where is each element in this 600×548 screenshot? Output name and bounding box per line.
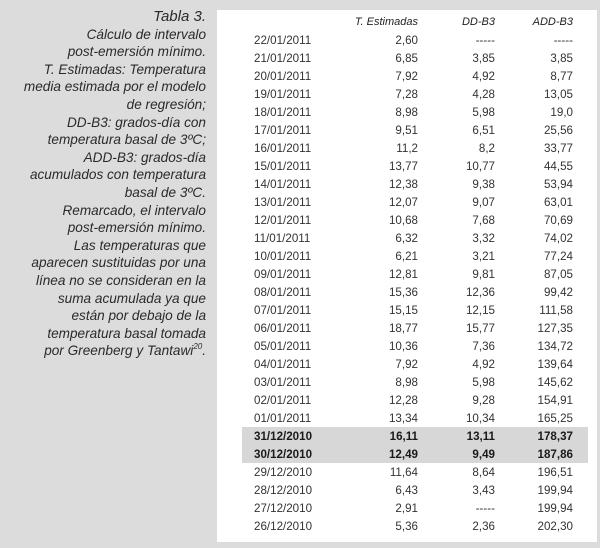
cell-add-b3: 3,85 [550, 51, 573, 65]
cell-t-estimadas: 12,07 [388, 195, 418, 209]
table-body [242, 31, 588, 535]
cell-date: 10/01/2011 [254, 249, 312, 263]
caption-line: temperatura basal tomada [47, 325, 206, 341]
cell-t-estimadas: 12,81 [388, 267, 418, 281]
table-row [242, 463, 588, 481]
table-row [242, 175, 588, 193]
caption-line: Las temperaturas que [73, 237, 206, 253]
cell-dd-b3: ----- [475, 501, 495, 515]
table-row [242, 121, 588, 139]
cell-t-estimadas: 8,98 [395, 105, 418, 119]
cell-dd-b3: 9,81 [472, 267, 495, 281]
cell-add-b3: 145,62 [537, 375, 573, 389]
cell-t-estimadas: 6,32 [395, 231, 418, 245]
cell-dd-b3: 12,36 [465, 285, 495, 299]
cell-dd-b3: 3,43 [472, 483, 495, 497]
reference-superscript: 20 [193, 342, 203, 352]
table-row [242, 49, 588, 67]
caption-line: post-emersión mínimo. [67, 44, 206, 60]
cell-t-estimadas: 10,36 [388, 339, 418, 353]
cell-add-b3: 178,37 [495, 427, 588, 445]
table-row [242, 283, 588, 301]
caption-line: media estimada por el modelo [23, 79, 206, 95]
cell-t-estimadas: 11,2 [396, 141, 418, 155]
cell-add-b3: 77,24 [543, 249, 573, 263]
cell-dd-b3: 3,85 [472, 51, 495, 65]
caption-title: Tabla 3. [153, 8, 206, 25]
table-row [242, 373, 588, 391]
cell-date: 28/12/2010 [254, 483, 313, 497]
cell-dd-b3: 10,77 [465, 159, 495, 173]
cell-date: 13/01/2011 [254, 195, 312, 209]
cell-add-b3: 25,56 [543, 123, 573, 137]
table-row-highlighted [242, 427, 588, 445]
cell-t-estimadas: 12,38 [388, 177, 418, 191]
header-row [242, 12, 588, 31]
cell-date: 09/01/2011 [254, 267, 312, 281]
cell-add-b3: 99,42 [543, 285, 573, 299]
caption-line: línea no se consideran en la [35, 272, 206, 288]
table-row [242, 229, 588, 247]
cell-dd-b3: 5,98 [472, 105, 495, 119]
cell-add-b3: 53,94 [543, 177, 573, 191]
cell-dd-b3: 4,92 [472, 357, 495, 371]
caption-line: aparecen sustituidas por una [31, 255, 206, 271]
caption-line: T. Estimadas: Temperatura [43, 61, 206, 77]
cell-date: 17/01/2011 [254, 123, 312, 137]
table-caption [0, 8, 206, 360]
table-row [242, 337, 588, 355]
cell-dd-b3: ----- [475, 33, 495, 47]
cell-date: 19/01/2011 [254, 87, 312, 101]
table-row [242, 157, 588, 175]
cell-date: 04/01/2011 [254, 357, 312, 371]
cell-add-b3: 202,30 [537, 519, 573, 533]
table-row [242, 265, 588, 283]
cell-date: 02/01/2011 [254, 393, 312, 407]
cell-dd-b3: 4,28 [472, 87, 495, 101]
cell-add-b3: 87,05 [543, 267, 573, 281]
cell-date: 30/12/2010 [242, 445, 340, 463]
cell-dd-b3: 9,07 [472, 195, 495, 209]
table-row [242, 481, 588, 499]
cell-t-estimadas: 16,11 [340, 427, 418, 445]
table-row [242, 211, 588, 229]
cell-t-estimadas: 9,51 [395, 123, 418, 137]
cell-add-b3: 63,01 [543, 195, 573, 209]
cell-dd-b3: 8,2 [478, 141, 495, 155]
cell-add-b3: 111,58 [539, 303, 573, 317]
caption-line: acumulados con temperatura [29, 167, 206, 183]
table-row [242, 247, 588, 265]
cell-t-estimadas: 15,15 [388, 303, 418, 317]
caption-line: de regresión; [126, 96, 206, 112]
cell-add-b3: 33,77 [543, 141, 573, 155]
cell-add-b3: 196,51 [537, 465, 573, 479]
cell-date: 15/01/2011 [254, 159, 312, 173]
caption-last-text: por Greenberg y Tantawi [44, 343, 194, 359]
cell-add-b3: 187,86 [495, 445, 588, 463]
cell-date: 07/01/2011 [254, 303, 312, 317]
table-row [242, 499, 588, 517]
table-row [242, 31, 588, 49]
cell-add-b3: ----- [553, 33, 573, 47]
cell-add-b3: 199,94 [537, 501, 573, 515]
cell-dd-b3: 9,49 [418, 445, 495, 463]
cell-date: 21/01/2011 [254, 51, 312, 65]
caption-line: temperatura basal de 3ºC; [47, 132, 206, 148]
cell-t-estimadas: 5,36 [395, 519, 418, 533]
cell-add-b3: 13,05 [543, 87, 573, 101]
caption-last-line [0, 342, 206, 360]
cell-dd-b3: 7,36 [472, 339, 495, 353]
cell-t-estimadas: 7,92 [395, 69, 418, 83]
caption-body [0, 26, 206, 343]
cell-add-b3: 154,91 [537, 393, 573, 407]
cell-t-estimadas: 18,77 [388, 321, 418, 335]
cell-date: 12/01/2011 [254, 213, 312, 227]
table-row [242, 355, 588, 373]
cell-t-estimadas: 2,60 [395, 33, 418, 47]
table-row [242, 193, 588, 211]
cell-add-b3: 74,02 [543, 231, 573, 245]
cell-dd-b3: 2,36 [472, 519, 495, 533]
table-row [242, 517, 588, 535]
cell-t-estimadas: 12,49 [340, 445, 418, 463]
cell-add-b3: 134,72 [537, 339, 573, 353]
table-row [242, 391, 588, 409]
cell-add-b3: 8,77 [550, 69, 573, 83]
cell-dd-b3: 3,32 [472, 231, 495, 245]
cell-dd-b3: 7,68 [472, 213, 495, 227]
cell-t-estimadas: 6,85 [395, 51, 418, 65]
cell-date: 18/01/2011 [254, 105, 312, 119]
cell-date: 22/01/2011 [254, 33, 312, 47]
cell-t-estimadas: 2,91 [395, 501, 418, 515]
caption-line: Remarcado, el intervalo [62, 202, 206, 218]
cell-date: 20/01/2011 [254, 69, 312, 83]
cell-t-estimadas: 13,77 [388, 159, 418, 173]
cell-date: 29/12/2010 [254, 465, 313, 479]
cell-date: 31/12/2010 [242, 427, 340, 445]
cell-add-b3: 165,25 [537, 411, 573, 425]
cell-t-estimadas: 15,36 [388, 285, 418, 299]
cell-date: 14/01/2011 [254, 177, 312, 191]
caption-line: suma acumulada ya que [57, 290, 206, 306]
cell-add-b3: 199,94 [537, 483, 573, 497]
cell-t-estimadas: 10,68 [388, 213, 418, 227]
cell-t-estimadas: 6,21 [395, 249, 418, 263]
cell-dd-b3: 4,92 [472, 69, 495, 83]
table-row [242, 103, 588, 121]
table-row [242, 139, 588, 157]
table-row [242, 301, 588, 319]
cell-date: 05/01/2011 [254, 339, 312, 353]
cell-date: 16/01/2011 [254, 141, 312, 155]
cell-t-estimadas: 7,92 [395, 357, 418, 371]
caption-line: post-emersión mínimo. [67, 220, 206, 236]
cell-dd-b3: 15,77 [465, 321, 495, 335]
cell-date: 03/01/2011 [254, 375, 312, 389]
cell-date: 26/12/2010 [254, 519, 313, 533]
header-t-estimadas: T. Estimadas [354, 15, 418, 28]
header-add-b3: ADD-B3 [532, 15, 573, 28]
table-row [242, 409, 588, 427]
cell-t-estimadas: 7,28 [395, 87, 418, 101]
cell-dd-b3: 3,21 [472, 249, 495, 263]
table-row [242, 85, 588, 103]
table-panel [217, 10, 597, 542]
cell-t-estimadas: 11,64 [389, 465, 418, 479]
cell-dd-b3: 9,28 [472, 393, 495, 407]
table-row [242, 67, 588, 85]
cell-add-b3: 139,64 [537, 357, 573, 371]
header-date [242, 12, 340, 31]
table-row-highlighted [242, 445, 588, 463]
cell-t-estimadas: 12,28 [388, 393, 418, 407]
cell-dd-b3: 9,38 [472, 177, 495, 191]
cell-t-estimadas: 13,34 [388, 411, 418, 425]
cell-dd-b3: 12,15 [465, 303, 495, 317]
cell-date: 27/12/2010 [254, 501, 313, 515]
cell-add-b3: 70,69 [543, 213, 573, 227]
caption-line: Cálculo de intervalo [86, 26, 206, 42]
cell-add-b3: 19,0 [550, 105, 573, 119]
caption-last-punct: . [202, 343, 206, 359]
cell-date: 08/01/2011 [254, 285, 312, 299]
table-row [242, 319, 588, 337]
cell-dd-b3: 6,51 [472, 123, 495, 137]
caption-line: ADD-B3: grados-día [83, 149, 206, 165]
header-dd-b3: DD-B3 [461, 15, 495, 28]
cell-dd-b3: 5,98 [472, 375, 495, 389]
cell-date: 01/01/2011 [254, 411, 312, 425]
caption-line: DD-B3: grados-día con [66, 114, 206, 130]
cell-dd-b3: 8,64 [472, 465, 495, 479]
cell-add-b3: 44,55 [543, 159, 573, 173]
cell-date: 06/01/2011 [254, 321, 312, 335]
data-table [242, 12, 588, 535]
cell-t-estimadas: 6,43 [395, 483, 418, 497]
cell-t-estimadas: 8,98 [395, 375, 418, 389]
caption-line: están por debajo de la [71, 308, 206, 324]
caption-line: basal de 3ºC. [124, 184, 206, 200]
cell-add-b3: 127,35 [537, 321, 573, 335]
cell-dd-b3: 10,34 [465, 411, 495, 425]
cell-date: 11/01/2011 [254, 231, 311, 245]
cell-dd-b3: 13,11 [418, 427, 495, 445]
